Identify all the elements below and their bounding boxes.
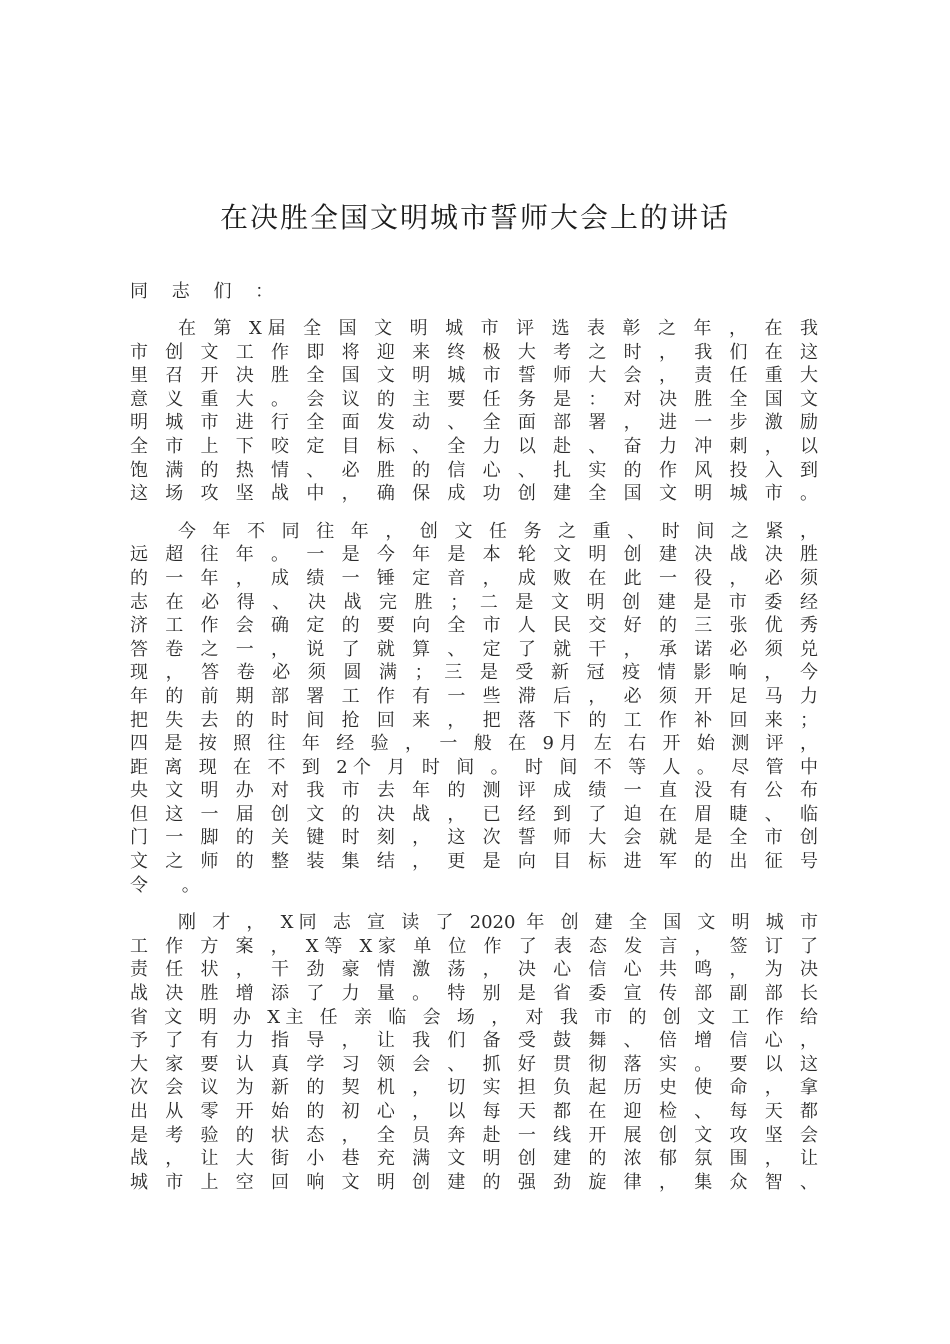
document-title: 在决胜全国文明城市誓师大会上的讲话 xyxy=(219,201,730,234)
paragraph-line: 这 场 攻 坚 战 中 ， 确 保 成 功 创 建 全 国 文 明 城 市 。 xyxy=(130,483,818,505)
paragraph-line: 市 创 文 工 作 即 将 迎 来 终 极 大 考 之 时 ， 我 们 在 这 xyxy=(130,341,818,363)
paragraph-line: 予 了 有 力 指 导 ， 让 我 们 备 受 鼓 舞 、 倍 增 信 心 ， xyxy=(130,1030,818,1052)
paragraph-line: 央 文 明 办 对 我 市 去 年 的 测 评 成 绩 一 直 没 有 公 布 xyxy=(130,780,818,802)
paragraph-line: 省 文 明 办 X主 任 亲 临 会 场 ， 对 我 市 的 创 文 工 作 给 xyxy=(130,1006,818,1028)
paragraph-line: 在 第 X届 全 国 文 明 城 市 评 选 表 彰 之 年 ， 在 我 xyxy=(178,318,818,339)
paragraph-line: 城 市 上 空 回 响 文 明 创 建 的 强 劲 旋 律 ， 集 众 智 、 xyxy=(130,1171,818,1193)
paragraph-line: 全 市 上 下 咬 定 目 标 、 全 力 以 赴 、 奋 力 冲 刺 ， 以 xyxy=(130,435,818,457)
paragraph-line: 答 卷 之 一 ， 说 了 就 算 、 定 了 就 干 ， 承 诺 必 须 兑 xyxy=(130,638,818,660)
paragraph-line: 战 决 胜 增 添 了 力 量 。 特 别 是 省 委 宣 传 部 副 部 长 xyxy=(130,983,818,1005)
paragraph-line: 现 ， 答 卷 必 须 圆 满 ； 三 是 受 新 冠 疫 情 影 响 ， 今 xyxy=(130,662,818,684)
paragraph-line: 济 工 作 会 确 定 的 要 向 全 市 人 民 交 好 的 三 张 优 秀 xyxy=(130,615,818,637)
paragraph-line: 次 会 议 为 新 的 契 机 ， 切 实 担 负 起 历 史 使 命 ， 拿 xyxy=(130,1077,818,1099)
paragraph-line: 但 这 一 届 创 文 的 决 战 ， 已 经 到 了 迫 在 眉 睫 、 临 xyxy=(130,803,818,825)
paragraph-line: 战 ， 让 大 街 小 巷 充 满 文 明 创 建 的 浓 郁 氛 围 ， 让 xyxy=(130,1148,818,1170)
paragraph-3 xyxy=(130,911,818,1194)
paragraph-line: 年 的 前 期 部 署 工 作 有 一 些 滞 后 ， 必 须 开 足 马 力 xyxy=(130,685,818,707)
document-body xyxy=(130,280,818,1208)
paragraph-line: 责 任 状 ， 干 劲 豪 情 激 荡 ， 决 心 信 心 共 鸣 ， 为 决 xyxy=(130,959,818,981)
paragraph-2 xyxy=(130,520,818,898)
paragraph-line: 是 考 验 的 状 态 ， 全 员 奔 赴 一 线 开 展 创 文 攻 坚 会 xyxy=(130,1124,818,1146)
paragraph-line: 距 离 现 在 不 到 2个 月 时 间 。 时 间 不 等 人 。 尽 管 中 xyxy=(130,756,818,778)
salutation: 同 志 们 ： xyxy=(130,281,283,302)
paragraph-line: 工 作 方 案 ， X等 X家 单 位 作 了 表 态 发 言 ， 签 订 了 xyxy=(130,935,818,957)
paragraph-line: 把 失 去 的 时 间 抢 回 来 ， 把 落 下 的 工 作 补 回 来 ； xyxy=(130,709,818,731)
paragraph-line: 的 一 年 ， 成 绩 一 锤 定 音 ， 成 败 在 此 一 役 ， 必 须 xyxy=(130,567,818,589)
paragraph-1 xyxy=(130,317,818,506)
paragraph-line: 刚 才 ， X同 志 宣 读 了 2020 年 创 建 全 国 文 明 城 市 xyxy=(178,912,818,934)
paragraph-line: 出 从 零 开 始 的 初 心 ， 以 每 天 都 在 迎 检 、 每 天 都 xyxy=(130,1101,818,1122)
paragraph-line: 令 。 xyxy=(130,874,214,896)
paragraph-line: 文 之 师 的 整 装 集 结 ， 更 是 向 目 标 进 军 的 出 征 号 xyxy=(130,851,818,873)
paragraph-line: 饱 满 的 热 情 、 必 胜 的 信 心 、 扎 实 的 作 风 投 入 到 xyxy=(130,459,818,481)
paragraph-line: 远 超 往 年 。 一 是 今 年 是 本 轮 文 明 创 建 决 战 决 胜 xyxy=(130,544,818,566)
paragraph-line: 大 家 要 认 真 学 习 领 会 、 抓 好 贯 彻 落 实 。 要 以 这 xyxy=(130,1053,818,1075)
paragraph-line: 门 一 脚 的 关 键 时 刻 ， 这 次 誓 师 大 会 就 是 全 市 创 xyxy=(130,827,818,849)
paragraph-line: 里 召 开 决 胜 全 国 文 明 城 市 誓 师 大 会 ， 责 任 重 大 xyxy=(130,365,818,387)
paragraph-line: 明 城 市 进 行 全 面 发 动 、 全 面 部 署 ， 进 一 步 激 励 xyxy=(130,412,818,434)
paragraph-line: 志 在 必 得 、 决 战 完 胜 ； 二 是 文 明 创 建 是 市 委 经 xyxy=(130,591,818,613)
paragraph-line: 意 义 重 大 。 会 议 的 主 要 任 务 是 ： 对 决 胜 全 国 文 xyxy=(130,388,818,410)
paragraph-line: 四 是 按 照 往 年 经 验 ， 一 般 在 9月 左 右 开 始 测 评 ， xyxy=(130,733,818,755)
paragraph-line: 今 年 不 同 往 年 ， 创 文 任 务 之 重 、 时 间 之 紧 ， xyxy=(178,520,818,542)
